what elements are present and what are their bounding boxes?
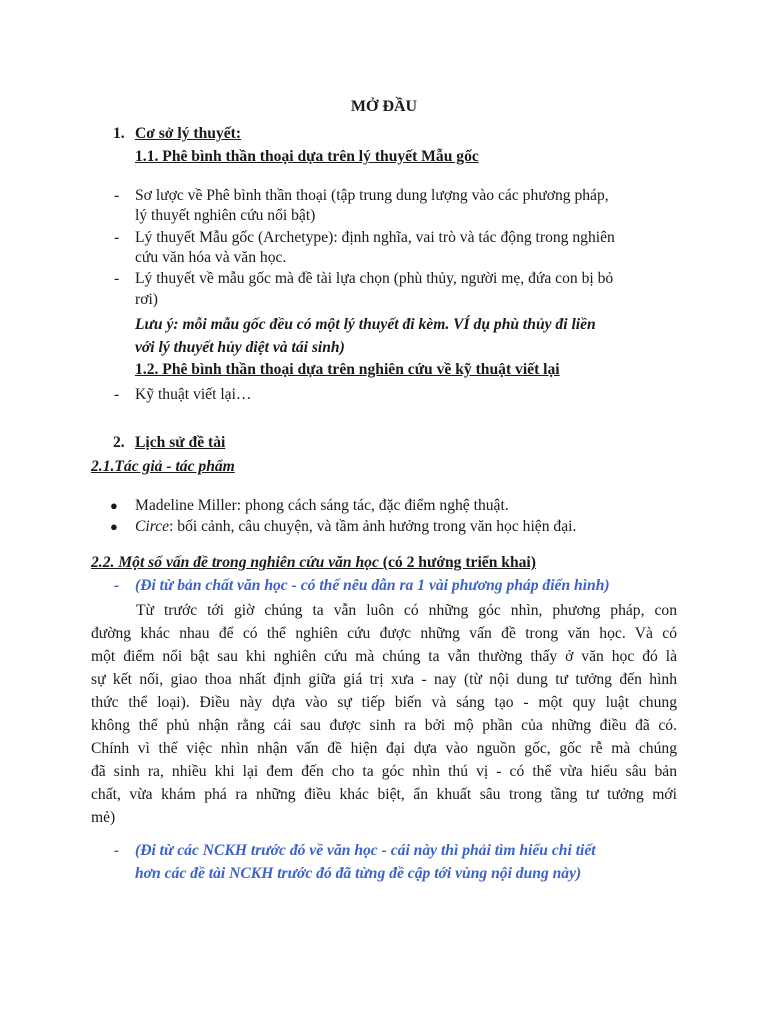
section-2-heading: Lịch sử đề tài bbox=[135, 434, 226, 451]
paragraph-line: Chính vì thế việc nhìn nhận vấn đề hiện đại dựa vào nguồn gốc, gốc rễ mà chúng bbox=[91, 740, 677, 757]
bullet-dash: - bbox=[114, 229, 120, 246]
bullet-dash: - bbox=[114, 842, 120, 859]
bullet-dash: - bbox=[114, 270, 120, 287]
paragraph-line: đã sinh ra, nhiều khi lại đem đến cho ta góc nhìn thú vị - có thể vừa hiểu sâu bản bbox=[91, 763, 677, 780]
page-title: MỞ ĐẦU bbox=[350, 98, 418, 115]
direction-2-line-2: hơn các đề tài NCKH trước đó đã từng đề cập tới vùng nội dung này) bbox=[135, 865, 582, 882]
paragraph-line: một điểm nổi bật sau khi nghiên cứu mà chúng ta vẫn thường thấy ở văn học đó là bbox=[91, 648, 677, 665]
section-2-1-heading: 2.1.Tác giả - tác phẩm bbox=[91, 458, 235, 475]
paragraph-line: sự kết nối, giao thoa nhất định giữa giá trị xưa - nay (từ nội dung tư tưởng đến hình bbox=[91, 671, 677, 688]
paragraph-line: Từ trước tới giờ chúng ta vẫn luôn có những góc nhìn, phương pháp, con bbox=[136, 602, 677, 619]
paragraph-line: không thể phủ nhận rằng cái sau được sinh ra bởi mộ phần của những điều đã có. bbox=[91, 717, 677, 734]
direction-1: (Đi từ bản chất văn học - có thể nêu dẫn ra 1 vài phương pháp điển hình) bbox=[135, 577, 610, 594]
paragraph-line: thức thể loại). Điều này dựa vào sự tiếp biến và sáng tạo - một quy luật chung bbox=[91, 694, 677, 711]
bullet-dot: ● bbox=[110, 519, 118, 534]
section-2-2-heading bbox=[91, 552, 536, 574]
bullet-dash: - bbox=[114, 187, 120, 204]
author-item-text: Madeline Miller: phong cách sáng tác, đặc điểm nghệ thuật. bbox=[135, 497, 509, 514]
direction-2-line-1: (Đi từ các NCKH trước đó về văn học - cái này thì phải tìm hiểu chi tiết bbox=[135, 842, 596, 859]
bullet-3-line-1: Lý thuyết về mẫu gốc mà đề tài lựa chọn (phù thủy, người mẹ, đứa con bị bỏ bbox=[135, 270, 614, 287]
bullet-2-line-2: cứu văn hóa và văn học. bbox=[135, 249, 287, 266]
bullet-dash: - bbox=[114, 386, 120, 403]
author-item bbox=[135, 495, 509, 517]
body-paragraph bbox=[91, 600, 677, 830]
bullet-dot: ● bbox=[110, 498, 118, 513]
section-2-2-title: 2.2. Một số vấn đề trong nghiên cứu văn học bbox=[91, 554, 379, 571]
bullet-4: Kỹ thuật viết lại… bbox=[135, 386, 252, 403]
note-line-2: với lý thuyết hủy diệt và tái sinh) bbox=[135, 339, 345, 356]
section-2-number: 2. bbox=[113, 434, 125, 451]
work-item-text: : bối cảnh, câu chuyện, và tầm ảnh hưởng trong văn học hiện đại. bbox=[169, 518, 577, 535]
section-1-heading: Cơ sở lý thuyết: bbox=[135, 125, 242, 142]
bullet-dash: - bbox=[114, 577, 120, 594]
paragraph-line: đường khác nhau để có thể nghiên cứu được những vấn đề trong văn học. Và có bbox=[91, 625, 677, 642]
bullet-2-line-1: Lý thuyết Mẫu gốc (Archetype): định nghĩa, vai trò và tác động trong nghiên bbox=[135, 229, 615, 246]
section-2-2-note: (có 2 hướng triển khai) bbox=[378, 554, 536, 571]
section-1-1-heading: 1.1. Phê bình thần thoại dựa trên lý thuyết Mẫu gốc bbox=[135, 148, 479, 165]
paragraph-line: chất, vừa khám phá ra những điều khác biệt, ẩn khuất sâu trong tầng tư tưởng mới bbox=[91, 786, 677, 803]
work-item bbox=[135, 516, 576, 538]
section-1-2-heading: 1.2. Phê bình thần thoại dựa trên nghiên cứu về kỹ thuật viết lại bbox=[135, 361, 560, 378]
section-1-number: 1. bbox=[113, 125, 125, 142]
bullet-1-line-1: Sơ lược về Phê bình thần thoại (tập trung dung lượng vào các phương pháp, bbox=[135, 187, 609, 204]
bullet-3-line-2: rơi) bbox=[135, 291, 158, 308]
work-title: Circe bbox=[135, 518, 170, 535]
note-line-1: Lưu ý: mỗi mẫu gốc đều có một lý thuyết đi kèm. VÍ dụ phù thủy đi liền bbox=[135, 316, 596, 333]
bullet-1-line-2: lý thuyết nghiên cứu nổi bật) bbox=[135, 207, 316, 224]
paragraph-line: mẻ) bbox=[91, 809, 116, 826]
